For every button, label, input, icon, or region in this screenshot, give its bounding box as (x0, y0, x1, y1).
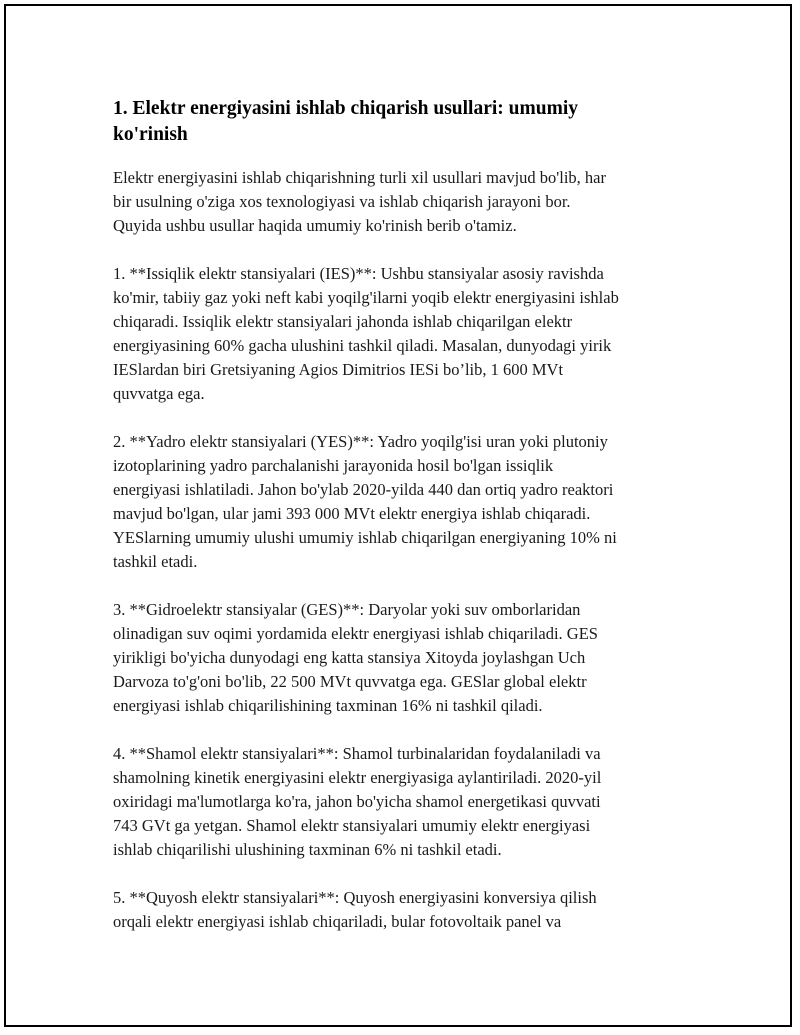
text-line: Darvoza to'g'oni bo'lib, 22 500 MVt quvvatga ega. GESlar global elektr (113, 672, 587, 691)
text-line: energiyasi ishlatiladi. Jahon bo'ylab 2020-yilda 440 dan ortiq yadro reaktori (113, 480, 614, 499)
text-line: 743 GVt ga yetgan. Shamol elektr stansiyalari umumiy elektr energiyasi (113, 816, 591, 835)
paragraph-thermal (113, 262, 688, 406)
text-line: ishlab chiqarilishi ulushining taxminan 6% ni tashkil etadi. (113, 840, 502, 859)
text-line: 1. **Issiqlik elektr stansiyalari (IES)**: Ushbu stansiyalar asosiy ravishda (113, 264, 604, 283)
text-line: yirikligi bo'yicha dunyodagi eng katta stansiya Xitoyda joylashgan Uch (113, 648, 586, 667)
text-line: 3. **Gidroelektr stansiyalar (GES)**: Daryolar yoki suv omborlaridan (113, 600, 581, 619)
text-line: YESlarning umumiy ulushi umumiy ishlab chiqarilgan energiyaning 10% ni (113, 528, 617, 547)
text-line: olinadigan suv oqimi yordamida elektr energiyasi ishlab chiqariladi. GES (113, 624, 598, 643)
text-line: chiqaradi. Issiqlik elektr stansiyalari jahonda ishlab chiqarilgan elektr (113, 312, 573, 331)
text-line: izotoplarining yadro parchalanishi jarayonida hosil bo'lgan issiqlik (113, 456, 554, 475)
text-line: 5. **Quyosh elektr stansiyalari**: Quyosh energiyasini konversiya qilish (113, 888, 597, 907)
paragraph-hydro (113, 598, 688, 718)
document-body (113, 96, 688, 958)
text-line: quvvatga ega. (113, 384, 205, 403)
text-line: oxiridagi ma'lumotlarga ko'ra, jahon bo'yicha shamol energetikasi quvvati (113, 792, 601, 811)
heading-line: 1. Elektr energiyasini ishlab chiqarish usullari: umumiy (113, 98, 579, 119)
text-line: mavjud bo'lgan, ular jami 393 000 MVt elektr energiya ishlab chiqaradi. (113, 504, 591, 523)
text-line: 4. **Shamol elektr stansiyalari**: Shamol turbinalaridan foydalaniladi va (113, 744, 601, 763)
text-line: ko'mir, tabiiy gaz yoki neft kabi yoqilg'ilarni yoqib elektr energiyasini ishlab (113, 288, 619, 307)
text-line: bir usulning o'ziga xos texnologiyasi va ishlab chiqarish jarayoni bor. (113, 192, 571, 211)
text-line: orqali elektr energiyasi ishlab chiqariladi, bular fotovoltaik panel va (113, 912, 562, 931)
text-line: IESlardan biri Gretsiyaning Agios Dimitrios IESi bo’lib, 1 600 MVt (113, 360, 564, 379)
paragraph-intro (113, 166, 688, 238)
text-line: 2. **Yadro elektr stansiyalari (YES)**: Yadro yoqilg'isi uran yoki plutoniy (113, 432, 608, 451)
document-heading (113, 96, 688, 148)
heading-line: ko'rinish (113, 124, 188, 145)
text-line: energiyasining 60% gacha ulushini tashkil qiladi. Masalan, dunyodagi yirik (113, 336, 612, 355)
paragraph-nuclear (113, 430, 688, 574)
text-line: energiyasi ishlab chiqarilishining taxminan 16% ni tashkil qiladi. (113, 696, 543, 715)
paragraph-wind (113, 742, 688, 862)
text-line: tashkil etadi. (113, 552, 198, 571)
text-line: Quyida ushbu usullar haqida umumiy ko'rinish berib o'tamiz. (113, 216, 517, 235)
text-line: Elektr energiyasini ishlab chiqarishning turli xil usullari mavjud bo'lib, har (113, 168, 606, 187)
text-line: shamolning kinetik energiyasini elektr energiyasiga aylantiriladi. 2020-yil (113, 768, 602, 787)
paragraph-solar (113, 886, 688, 934)
